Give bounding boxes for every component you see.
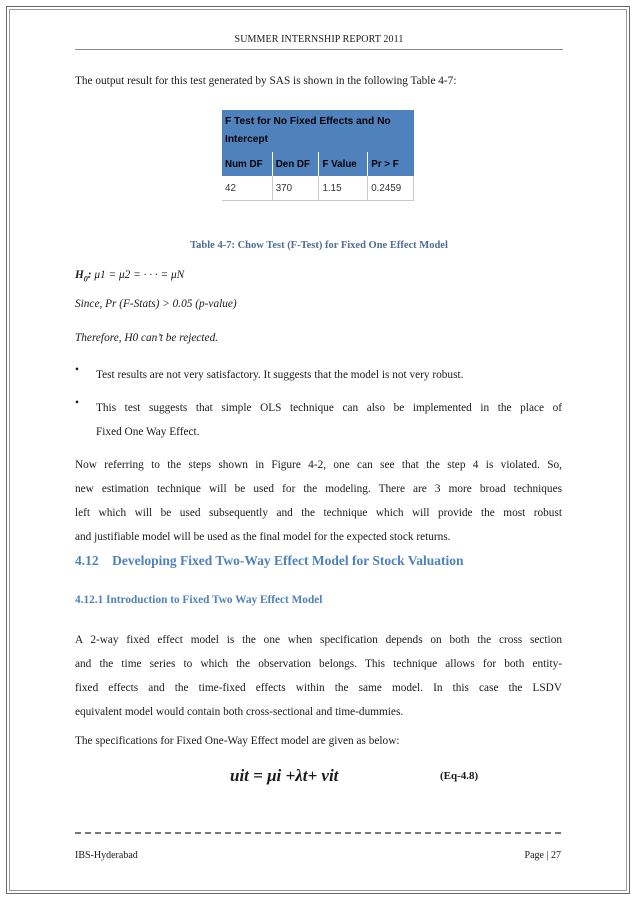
equation: uit = μi +λt+ vit bbox=[230, 766, 339, 785]
section-title: Developing Fixed Two-Way Effect Model for Stock Valuation bbox=[112, 553, 464, 568]
page-number: Page | 27 bbox=[524, 850, 561, 861]
h0-colon: : bbox=[87, 269, 92, 281]
table-cell: 1.15 bbox=[319, 176, 368, 201]
paragraph-line: new estimation technique will be used for the modeling. There are 3 more broad techniques bbox=[75, 483, 562, 495]
section-number: 4.12 bbox=[75, 553, 99, 568]
table-title: F Test for No Fixed Effects and No Intercept bbox=[222, 110, 414, 152]
paragraph-line: equivalent model would contain both cross-sectional and time-dummies. bbox=[75, 706, 404, 718]
equation-number: (Eq-4.8) bbox=[440, 770, 479, 782]
table-cell: 42 bbox=[222, 176, 272, 201]
paragraph-line: fixed effects and the time-fixed effects within the same model. In this case the LSDV bbox=[75, 682, 562, 694]
table-header-f-value: F Value bbox=[319, 152, 368, 176]
table-cell: 0.2459 bbox=[368, 176, 414, 201]
paragraph-line: and the time series to which the observation belongs. This technique allows for both entity- bbox=[75, 658, 562, 670]
therefore-line: Therefore, H0 can’t be rejected. bbox=[75, 332, 219, 344]
since-line: Since, Pr (F-Stats) > 0.05 (p-value) bbox=[75, 298, 237, 310]
h0-sub: 0 bbox=[83, 274, 88, 284]
intro-text: The output result for this test generated by SAS is shown in the following Table 4-7: bbox=[75, 75, 457, 87]
bullet-dot: • bbox=[75, 364, 79, 376]
page-header: SUMMER INTERNSHIP REPORT 2011 bbox=[234, 34, 404, 45]
paragraph-line: A 2-way fixed effect model is the one when specification depends on both the cross section bbox=[75, 634, 562, 646]
bullet-item-continued: Fixed One Way Effect. bbox=[96, 426, 200, 438]
paragraph-line: left which will be used subsequently and the technique which will provide the most robust bbox=[75, 507, 562, 519]
h0-expression: μ1 = μ2 = · · · = μN bbox=[91, 269, 185, 281]
h0-label: H bbox=[75, 269, 84, 281]
table-header-pr-f: Pr > F bbox=[368, 152, 414, 176]
paragraph-line: Now referring to the steps shown in Figure 4-2, one can see that the step 4 is violated. So, bbox=[75, 459, 562, 471]
specs-text: The specifications for Fixed One-Way Effect model are given as below: bbox=[75, 735, 400, 747]
subsection-heading: 4.12.1 Introduction to Fixed Two Way Effect Model bbox=[75, 594, 323, 606]
table-caption: Table 4-7: Chow Test (F-Test) for Fixed One Effect Model bbox=[190, 240, 448, 251]
f-test-table bbox=[222, 110, 414, 201]
bullet-dot: • bbox=[75, 397, 79, 409]
paragraph-line: and justifiable model will be used as the final model for the expected stock returns. bbox=[75, 531, 451, 543]
table-cell: 370 bbox=[272, 176, 319, 201]
footer-institution: IBS-Hyderabad bbox=[75, 850, 138, 861]
bullet-item: This test suggests that simple OLS technique can also be implemented in the place of bbox=[96, 402, 562, 414]
bullet-item: Test results are not very satisfactory. It suggests that the model is not very robust. bbox=[96, 369, 464, 381]
table-header-den-df: Den DF bbox=[272, 152, 319, 176]
table-header-num-df: Num DF bbox=[222, 152, 272, 176]
header-rule bbox=[75, 49, 563, 50]
footer-rule bbox=[75, 832, 561, 834]
hypothesis-line bbox=[75, 264, 562, 290]
section-heading bbox=[75, 553, 464, 569]
